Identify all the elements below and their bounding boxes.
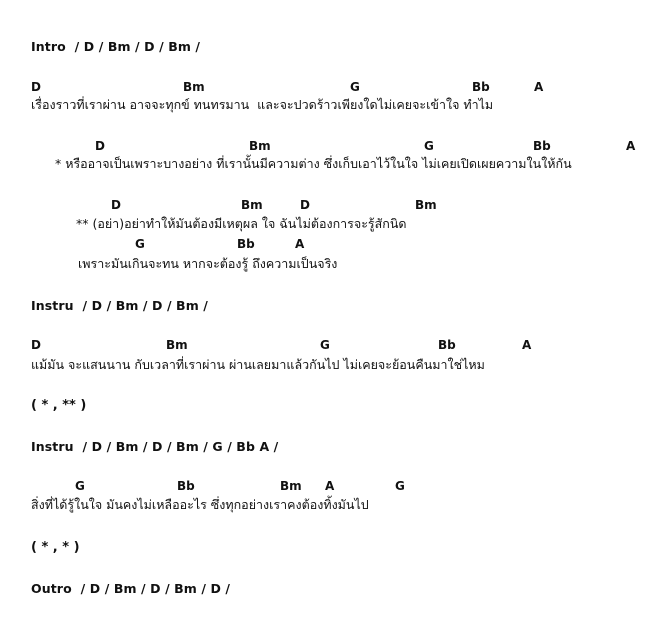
chord: D [31, 338, 41, 352]
bridge-chord-row [0, 479, 670, 493]
chord: G [395, 479, 405, 493]
intro-chord-progression: Intro / D / Bm / D / Bm / [31, 39, 201, 54]
chord: Bb [177, 479, 195, 493]
chord: D [300, 198, 310, 212]
repeat-marker-2: ( * , * ) [31, 540, 80, 555]
instrumental-2-chord-progression: Instru / D / Bm / D / Bm / G / Bb A / [31, 439, 279, 454]
chord: G [350, 80, 360, 94]
verse-1-lyric: เรื่องราวที่เราผ่าน อาจจะทุกข์ ทนทรมาน และจะปวดร้าวเพียงใดไม่เคยจะเข้าใจ ทำไม [31, 97, 494, 112]
chord: D [95, 139, 105, 153]
chord: A [534, 80, 544, 94]
instrumental-1-chord-progression: Instru / D / Bm / D / Bm / [31, 298, 208, 313]
chord: G [424, 139, 434, 153]
chord: Bb [533, 139, 551, 153]
chord: Bb [237, 237, 255, 251]
verse-2-chord-row [0, 338, 670, 352]
chord: A [522, 338, 532, 352]
chord: Bm [183, 80, 205, 94]
bridge-lyric: สิ่งที่ได้รู้ในใจ มันคงไม่เหลืออะไร ซึ่งทุกอย่างเราคงต้องทิ้งมันไป [31, 497, 369, 512]
chord: D [111, 198, 121, 212]
chord: A [325, 479, 335, 493]
chord: Bm [249, 139, 271, 153]
chorus-double-star-lyric-2: เพราะมันเกินจะทน หากจะต้องรู้ ถึงความเป็นจริง [78, 256, 338, 271]
chord: D [31, 80, 41, 94]
chord: G [135, 237, 145, 251]
outro-chord-progression: Outro / D / Bm / D / Bm / D / [31, 581, 231, 596]
chord: A [626, 139, 636, 153]
chord: Bm [280, 479, 302, 493]
repeat-marker-1: ( * , ** ) [31, 398, 87, 413]
verse-1-chord-row [0, 80, 670, 94]
chorus-star-chord-row [0, 139, 670, 153]
chorus-double-star-chord-row-1 [0, 198, 670, 212]
chord: G [75, 479, 85, 493]
chord: Bb [472, 80, 490, 94]
chord: G [320, 338, 330, 352]
chorus-double-star-chord-row-2 [0, 237, 670, 251]
chorus-star-lyric: * หรืออาจเป็นเพราะบางอย่าง ที่เรานั้นมีความต่าง ซึ่งเก็บเอาไว้ในใจ ไม่เคยเปิดเผยความในให้กัน [55, 156, 572, 171]
chord: Bb [438, 338, 456, 352]
chorus-double-star-lyric-1: ** (อย่า)อย่าทำให้มันต้องมีเหตุผล ใจ ฉันไม่ต้องการจะรู้สักนิด [76, 216, 407, 231]
chord: Bm [415, 198, 437, 212]
verse-2-lyric: แม้มัน จะแสนนาน กับเวลาที่เราผ่าน ผ่านเลยมาแล้วกันไป ไม่เคยจะย้อนคืนมาใช่ไหม [31, 357, 485, 372]
chord: Bm [166, 338, 188, 352]
chord: Bm [241, 198, 263, 212]
chord: A [295, 237, 305, 251]
